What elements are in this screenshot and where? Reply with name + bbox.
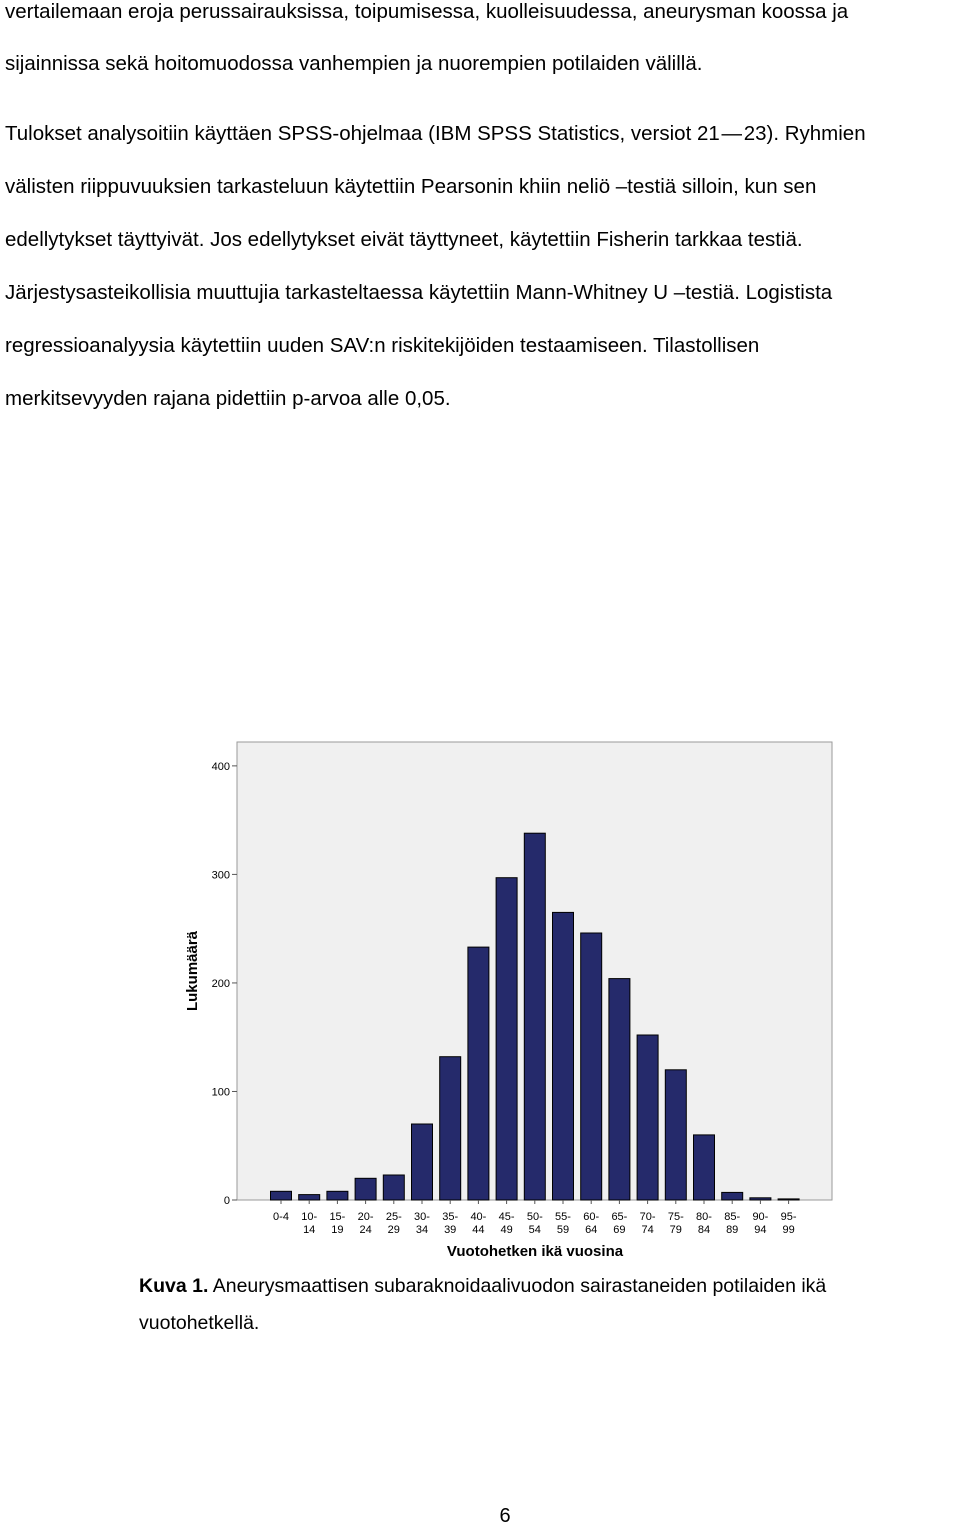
x-tick-label: 99: [782, 1224, 795, 1236]
bar: [524, 833, 545, 1200]
bar: [468, 947, 489, 1200]
x-tick-label: 64: [585, 1224, 598, 1236]
x-tick-label: 20-: [357, 1211, 374, 1223]
figure-caption: [139, 1275, 826, 1298]
x-tick-label: 40-: [470, 1211, 487, 1223]
x-tick-label: 69: [613, 1224, 626, 1236]
x-tick-label: 75-: [667, 1211, 684, 1223]
x-tick-label: 35-: [442, 1211, 459, 1223]
bar: [327, 1191, 348, 1200]
bar: [581, 933, 602, 1200]
y-axis: [212, 761, 237, 1207]
bar: [553, 912, 574, 1200]
age-histogram-chart: [150, 730, 850, 1270]
text-line: Järjestysasteikollisia muuttujia tarkasteltaessa käytettiin Mann-Whitney U –testiä. Logistista: [5, 281, 833, 304]
x-tick-label: 44: [472, 1224, 485, 1236]
bar: [355, 1178, 376, 1200]
x-tick-label: 25-: [385, 1211, 402, 1223]
bar: [665, 1070, 686, 1200]
x-tick-label: 80-: [696, 1211, 712, 1223]
x-tick-label: 84: [697, 1224, 711, 1236]
bar: [440, 1057, 461, 1200]
y-tick-label: 200: [211, 977, 230, 990]
y-tick-label: 400: [211, 760, 230, 773]
caption-text: Aneurysmaattisen subaraknoidaalivuodon sairastaneiden potilaiden ikä: [208, 1275, 827, 1297]
bar: [271, 1191, 292, 1200]
bar: [383, 1175, 404, 1200]
x-tick-label: 79: [669, 1224, 682, 1236]
x-axis-label: Vuotohetken ikä vuosina: [446, 1243, 624, 1260]
x-tick-label: 94: [754, 1224, 767, 1236]
page-number: 6: [499, 1505, 511, 1527]
bar: [609, 979, 630, 1200]
x-tick-label: 19: [331, 1224, 344, 1236]
text-line: Tulokset analysoitiin käyttäen SPSS-ohjelmaa (IBM SPSS Statistics, versiot 21 — 23). Ryhmien: [5, 122, 866, 145]
x-tick-label: 45-: [498, 1211, 515, 1223]
x-tick-label: 59: [556, 1224, 570, 1236]
y-tick-label: 300: [211, 869, 230, 882]
x-tick-label: 95-: [780, 1211, 797, 1223]
x-tick-label: 90-: [752, 1211, 769, 1223]
x-tick-label: 85-: [724, 1211, 741, 1223]
x-tick-label: 55-: [555, 1211, 571, 1223]
bar: [496, 878, 517, 1200]
x-tick-label: 70-: [639, 1211, 656, 1223]
x-tick-label: 14: [303, 1224, 316, 1236]
caption-label: Kuva 1.: [139, 1275, 209, 1297]
bar: [412, 1124, 433, 1200]
x-tick-label: 60-: [583, 1211, 600, 1223]
x-tick-label: 0-4: [273, 1211, 289, 1223]
text-line: merkitsevyyden rajana pidettiin p-arvoa alle 0,05.: [5, 387, 451, 410]
x-tick-label: 30-: [414, 1211, 430, 1223]
bar: [694, 1135, 715, 1200]
x-axis: [273, 1200, 797, 1236]
bar: [637, 1035, 658, 1200]
x-tick-label: 49: [500, 1224, 513, 1236]
x-tick-label: 15-: [329, 1211, 346, 1223]
y-axis-label: Lukumäärä: [184, 930, 201, 1012]
x-tick-label: 10-: [301, 1211, 318, 1223]
figure-caption-line-2: vuotohetkellä.: [139, 1312, 260, 1334]
bar: [778, 1199, 799, 1200]
x-tick-label: 54: [528, 1224, 541, 1236]
x-tick-label: 65-: [611, 1211, 628, 1223]
bar: [722, 1192, 743, 1200]
y-tick-label: 100: [211, 1086, 230, 1099]
x-tick-label: 39: [444, 1224, 457, 1236]
text-line: edellytykset täyttyivät. Jos edellytykset eivät täyttyneet, käytettiin Fisherin tarkkaa testiä.: [5, 228, 803, 251]
x-tick-label: 29: [387, 1224, 400, 1236]
text-line: välisten riippuvuuksien tarkasteluun käytettiin Pearsonin khiin neliö –testiä silloin, kun sen: [5, 175, 817, 198]
x-tick-label: 34: [415, 1224, 429, 1236]
text-line: vertailemaan eroja perussairauksissa, toipumisessa, kuolleisuudessa, aneurysman koossa ja: [5, 0, 849, 23]
x-tick-label: 50-: [526, 1211, 543, 1223]
x-tick-label: 74: [641, 1224, 654, 1236]
bar: [750, 1198, 771, 1200]
x-tick-label: 24: [359, 1224, 372, 1236]
text-line: regressioanalyysia käytettiin uuden SAV:n riskitekijöiden testaamiseen. Tilastollisen: [5, 334, 760, 357]
bar: [299, 1195, 320, 1200]
text-line: sijainnissa sekä hoitomuodossa vanhempien ja nuorempien potilaiden välillä.: [5, 52, 703, 75]
y-tick-label: 0: [223, 1195, 230, 1207]
x-tick-label: 89: [726, 1224, 739, 1236]
